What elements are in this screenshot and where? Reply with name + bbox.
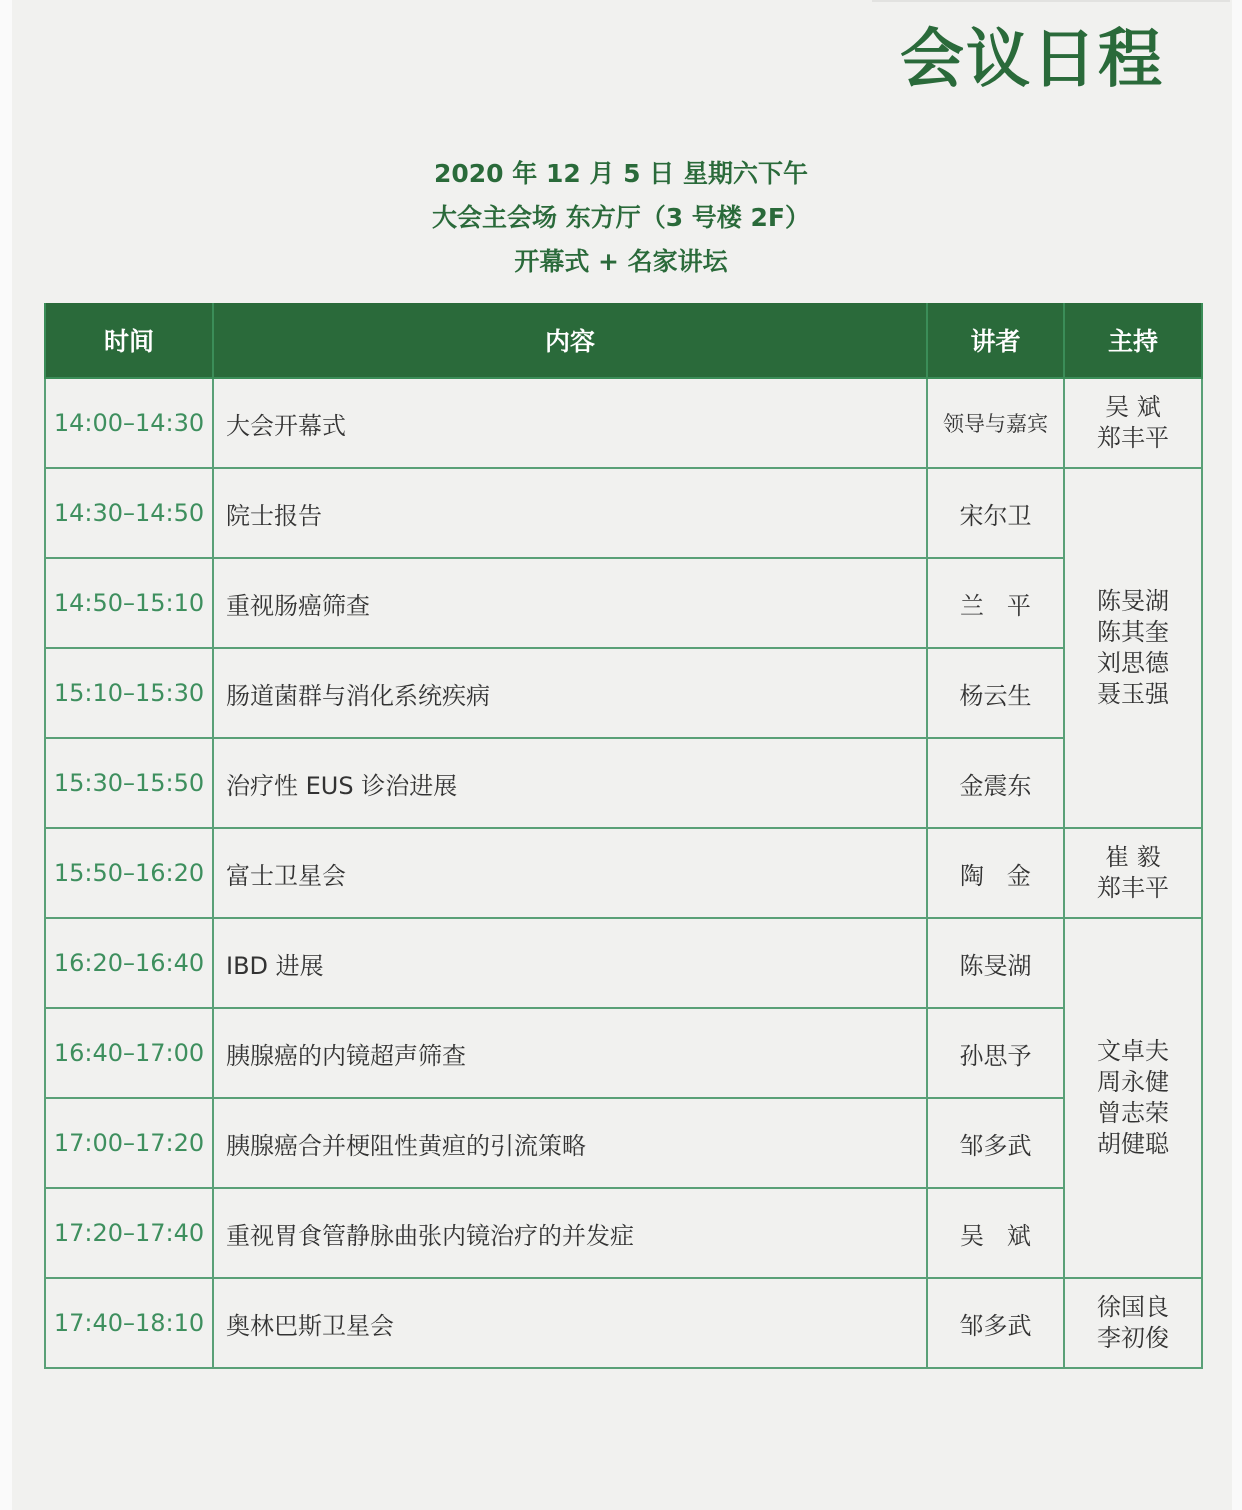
content-cell: 富士卫星会: [213, 828, 927, 918]
time-cell: 16:20–16:40: [45, 918, 213, 1008]
content-cell: 奥林巴斯卫星会: [213, 1278, 927, 1368]
time-cell: 15:50–16:20: [45, 828, 213, 918]
table-row: [45, 918, 1202, 1008]
speaker-cell: 杨云生: [927, 648, 1064, 738]
date-line: 2020 年 12 月 5 日 星期六下午: [434, 159, 808, 188]
header-host: 主持: [1064, 303, 1202, 378]
table-row: [45, 1008, 1202, 1098]
time-cell: 14:00–14:30: [45, 378, 213, 468]
content-cell: 治疗性 EUS 诊治进展: [213, 738, 927, 828]
content-cell: 院士报告: [213, 468, 927, 558]
venue-line: 大会主会场 东方厅（3 号楼 2F）: [432, 203, 810, 232]
table-row: [45, 1278, 1202, 1368]
session-line: 开幕式 + 名家讲坛: [514, 247, 728, 276]
schedule-table: [44, 303, 1203, 1369]
time-cell: 15:10–15:30: [45, 648, 213, 738]
host-cell: 文卓夫 周永健 曾志荣 胡健聪: [1064, 918, 1202, 1278]
time-cell: 17:40–18:10: [45, 1278, 213, 1368]
speaker-cell: 领导与嘉宾: [927, 378, 1064, 468]
content-cell: 大会开幕式: [213, 378, 927, 468]
host-cell: 崔 毅 郑丰平: [1064, 828, 1202, 918]
speaker-cell: 宋尔卫: [927, 468, 1064, 558]
content-cell: 重视肠癌筛查: [213, 558, 927, 648]
time-cell: 17:00–17:20: [45, 1098, 213, 1188]
time-cell: 14:50–15:10: [45, 558, 213, 648]
time-cell: 14:30–14:50: [45, 468, 213, 558]
page-title: 会议日程: [900, 23, 1164, 97]
content-cell: 胰腺癌的内镜超声筛查: [213, 1008, 927, 1098]
table-row: [45, 738, 1202, 828]
time-cell: 16:40–17:00: [45, 1008, 213, 1098]
table-row: [45, 1188, 1202, 1278]
session-header: [0, 152, 1242, 284]
table-header-row: [45, 303, 1202, 378]
content-cell: 重视胃食管静脉曲张内镜治疗的并发症: [213, 1188, 927, 1278]
speaker-cell: 孙思予: [927, 1008, 1064, 1098]
speaker-cell: 邹多武: [927, 1278, 1064, 1368]
host-cell: 吴 斌 郑丰平: [1064, 378, 1202, 468]
table-row: [45, 378, 1202, 468]
time-cell: 17:20–17:40: [45, 1188, 213, 1278]
content-cell: 肠道菌群与消化系统疾病: [213, 648, 927, 738]
host-cell: 陈旻湖 陈其奎 刘思德 聂玉强: [1064, 468, 1202, 828]
content-cell: IBD 进展: [213, 918, 927, 1008]
header-time: 时间: [45, 303, 213, 378]
header-speaker: 讲者: [927, 303, 1064, 378]
header-content: 内容: [213, 303, 927, 378]
speaker-cell: 陶 金: [927, 828, 1064, 918]
speaker-cell: 金震东: [927, 738, 1064, 828]
top-divider: [872, 0, 1230, 2]
speaker-cell: 邹多武: [927, 1098, 1064, 1188]
content-cell: 胰腺癌合并梗阻性黄疸的引流策略: [213, 1098, 927, 1188]
time-cell: 15:30–15:50: [45, 738, 213, 828]
speaker-cell: 吴 斌: [927, 1188, 1064, 1278]
table-row: [45, 468, 1202, 558]
speaker-cell: 陈旻湖: [927, 918, 1064, 1008]
table-row: [45, 828, 1202, 918]
host-cell: 徐国良 李初俊: [1064, 1278, 1202, 1368]
table-row: [45, 648, 1202, 738]
table-row: [45, 1098, 1202, 1188]
speaker-cell: 兰 平: [927, 558, 1064, 648]
table-row: [45, 558, 1202, 648]
